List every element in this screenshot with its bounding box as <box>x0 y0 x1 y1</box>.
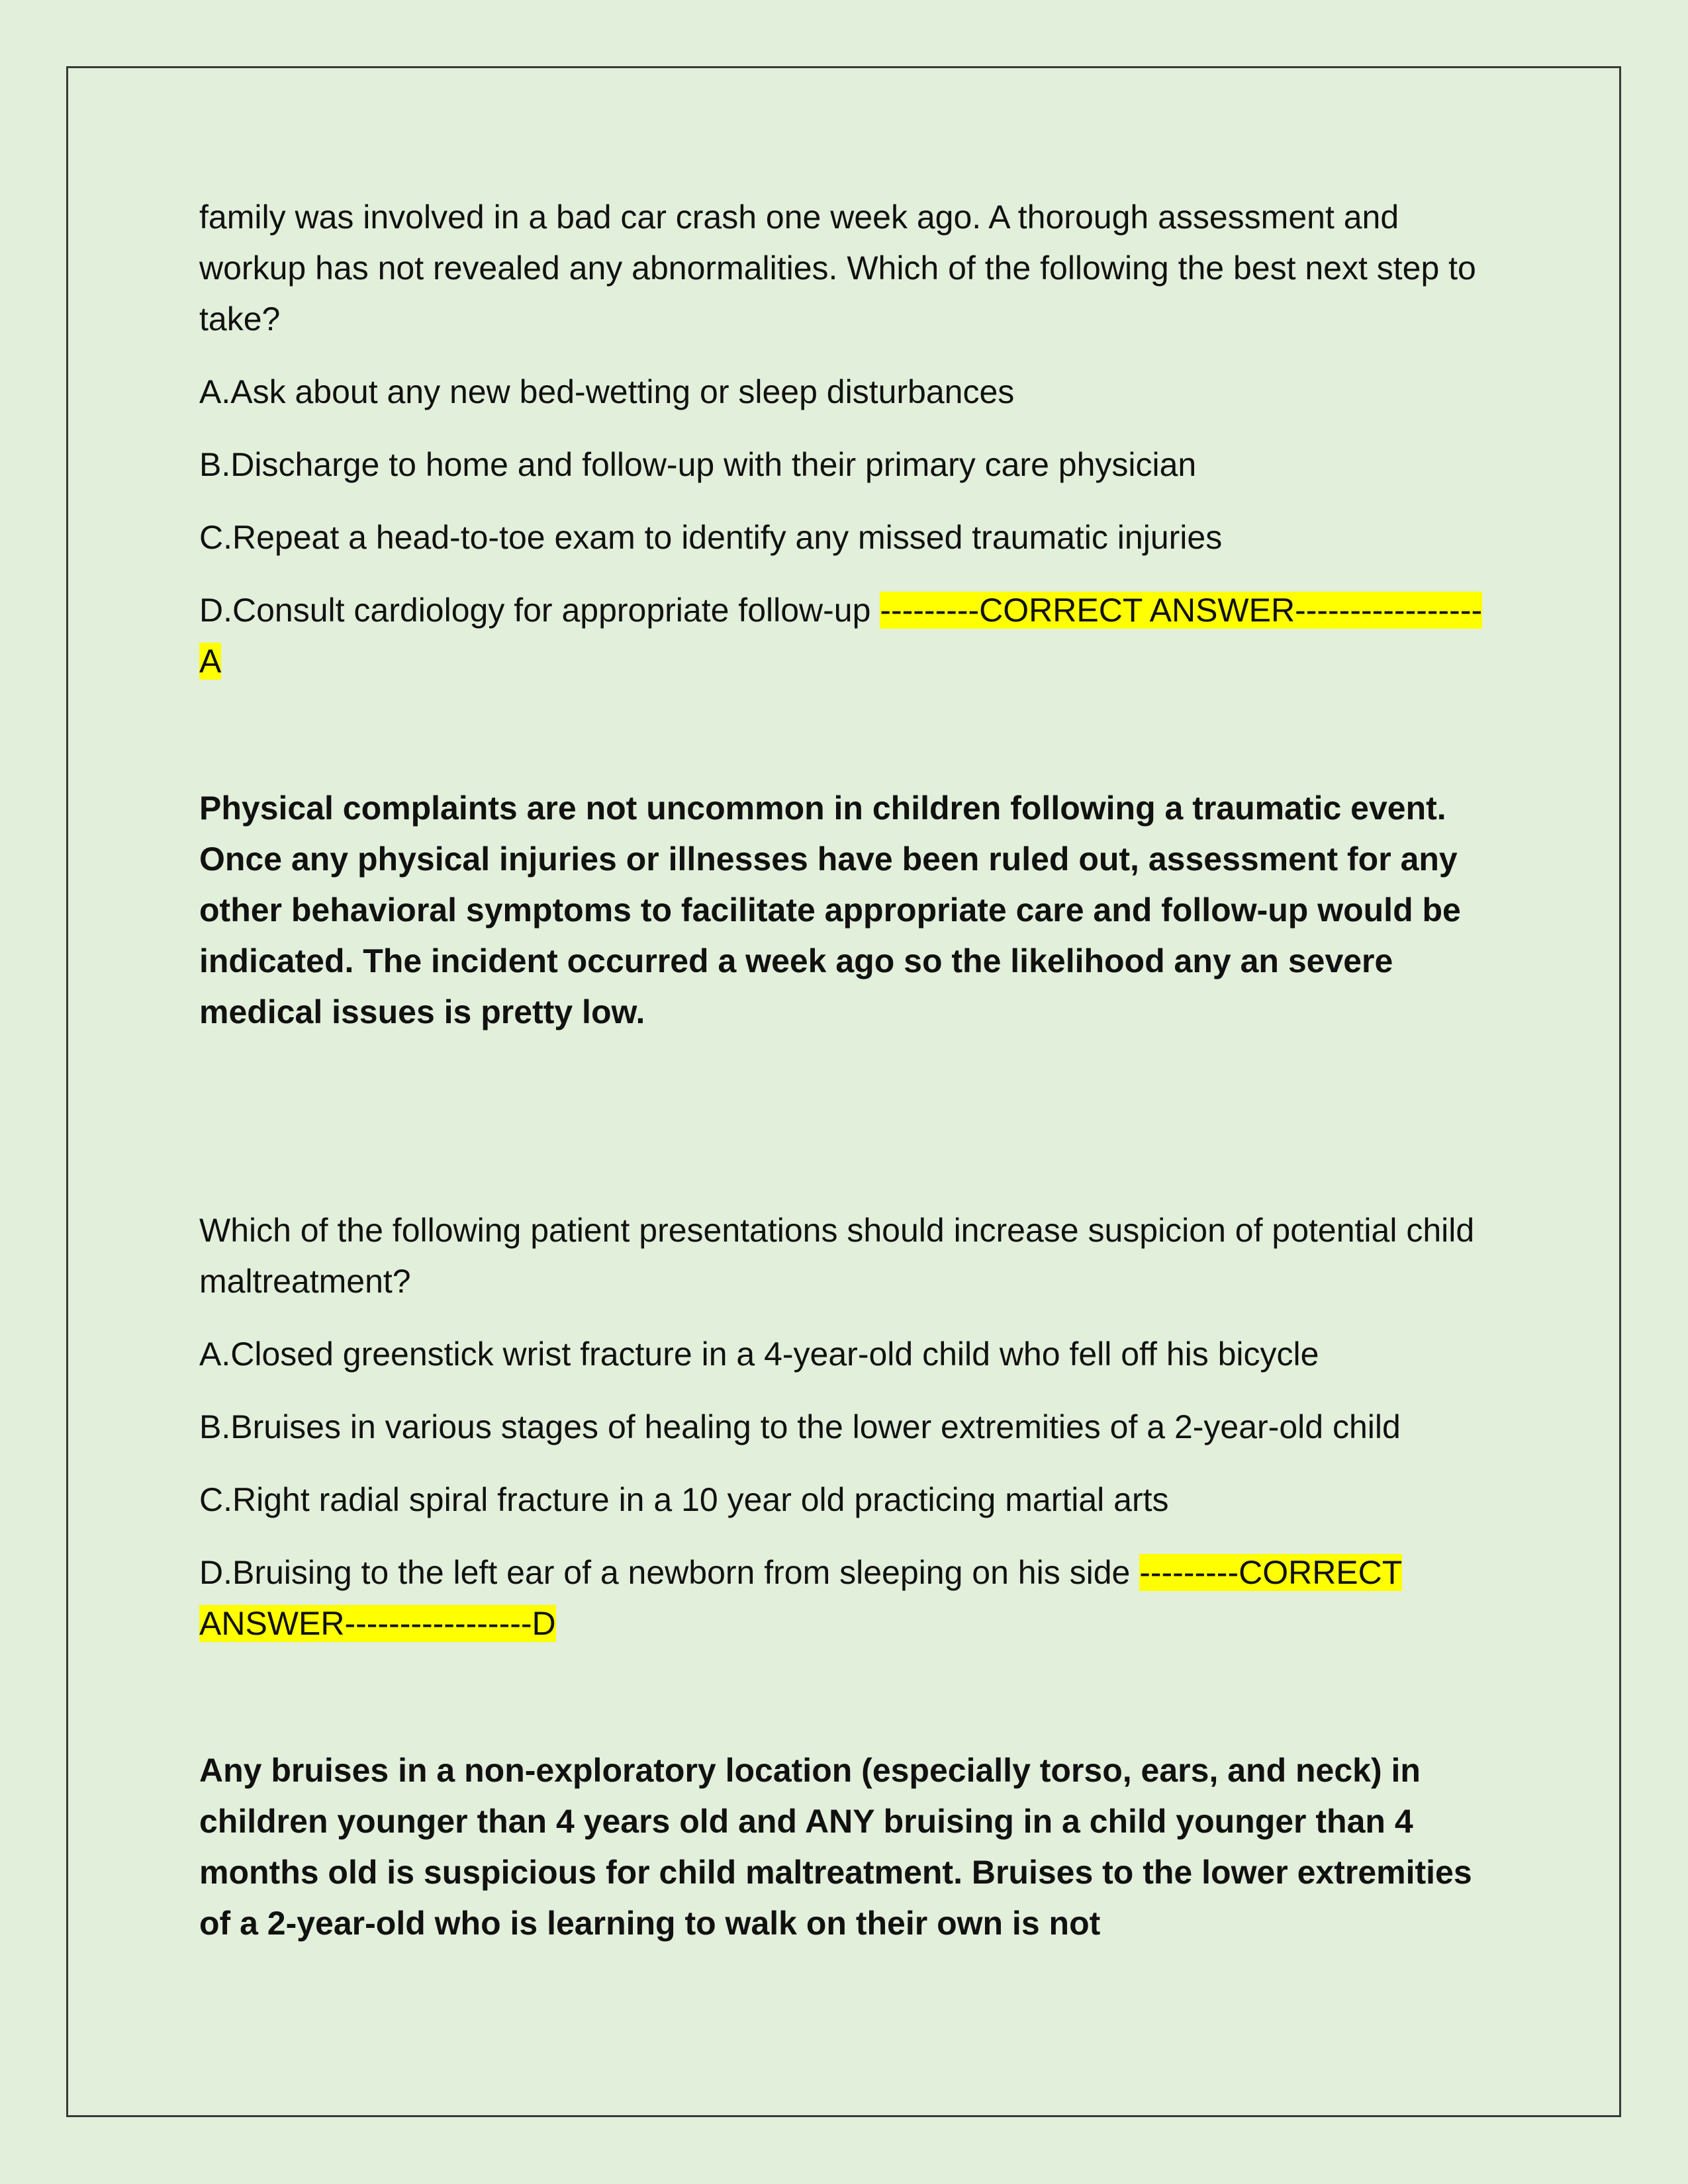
q1-stem: family was involved in a bad car crash one week ago. A thorough assessment and workup has not revealed any abnormalities. Which of the following the best next step to take? <box>199 199 1476 338</box>
q1-option-d: D.Consult cardiology for appropriate follow-up <box>199 592 871 629</box>
q1-option-d-line <box>199 585 1497 687</box>
q2-option-c: C.Right radial spiral fracture in a 10 year old practicing martial arts <box>199 1481 1169 1518</box>
q2-option-b: B.Bruises in various stages of healing to the lower extremities of a 2-year-old child <box>199 1408 1401 1445</box>
q1-option-c: C.Repeat a head-to-toe exam to identify any missed traumatic injuries <box>199 519 1223 556</box>
q2-stem: Which of the following patient presentations should increase suspicion of potential child maltreatment? <box>199 1212 1475 1300</box>
q2-option-d-line <box>199 1547 1497 1649</box>
q1-answer-marker: ---------CORRECT ANSWER-----------------A <box>199 592 1483 680</box>
q1-option-b: B.Discharge to home and follow-up with their primary care physician <box>199 446 1197 483</box>
q2-answer-marker: ---------CORRECT ANSWER-----------------D <box>199 1554 1403 1642</box>
document-body <box>199 192 1497 1971</box>
q1-rationale: Physical complaints are not uncommon in children following a traumatic event. Once any physical injuries or illnesses have been ruled out, assessment for any other behavioral symptoms to facilitate appropriate care and follow-up would be indicated. The incident occurred a week ago so the likelihood any an severe medical issues is pretty low. <box>199 790 1461 1030</box>
q2-option-d: D.Bruising to the left ear of a newborn from sleeping on his side <box>199 1554 1131 1591</box>
q1-option-a: A.Ask about any new bed-wetting or sleep disturbances <box>199 373 1015 410</box>
q2-rationale: Any bruises in a non-exploratory location (especially torso, ears, and neck) in children younger than 4 years old and ANY bruising in a child younger than 4 months old is suspicious for child maltreatment. Bruises to the lower extremities of a 2-year-old who is learning to walk on their own is not <box>199 1752 1472 1942</box>
q2-option-a: A.Closed greenstick wrist fracture in a 4-year-old child who fell off his bicycle <box>199 1336 1319 1373</box>
